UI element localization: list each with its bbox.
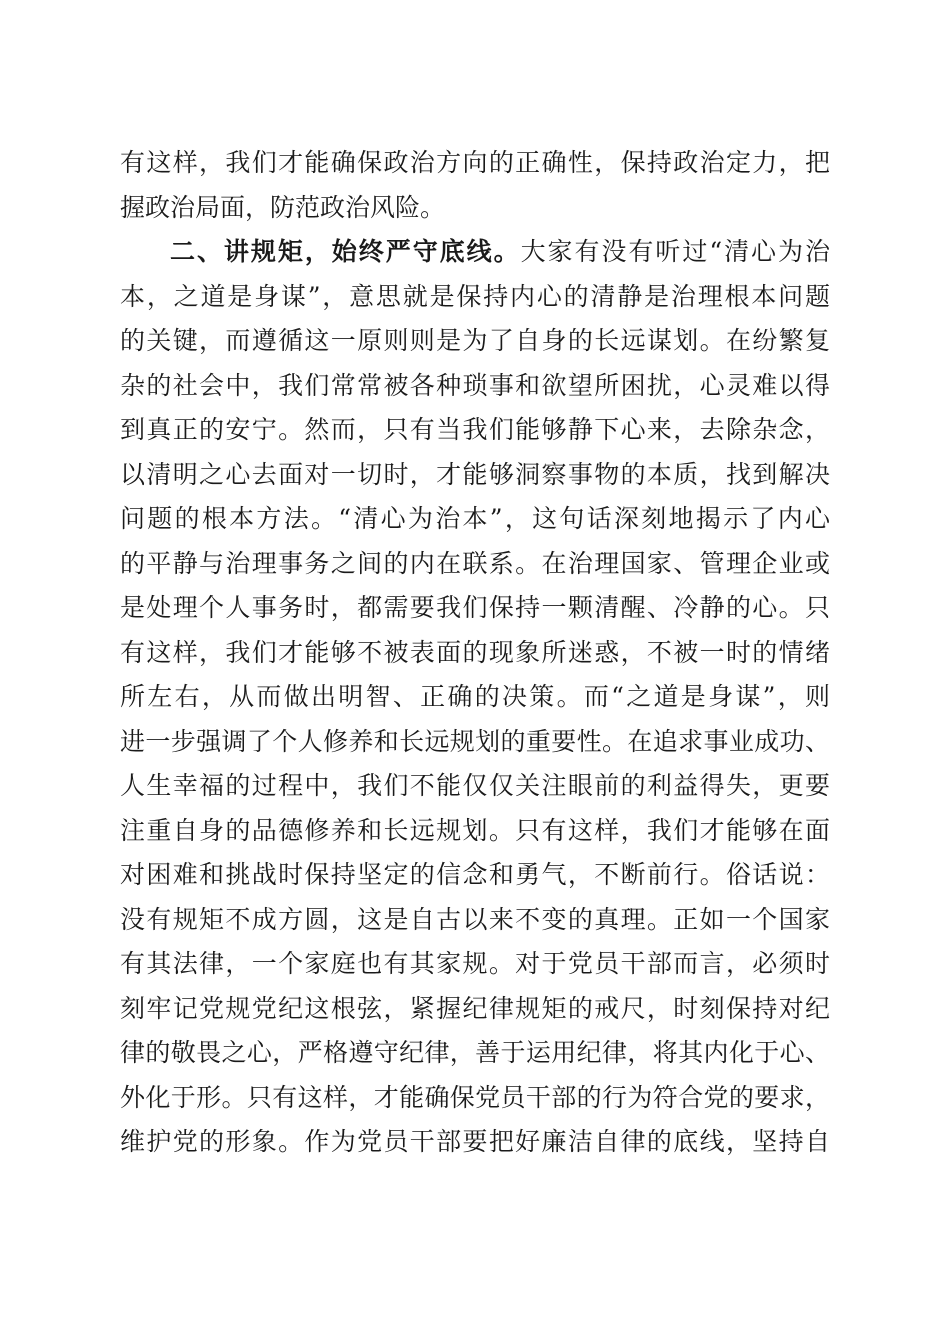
text-line: 以清明之心去面对一切时，才能够洞察事物的本质，找到解决 <box>120 459 830 489</box>
text-line: 的平静与治理事务之间的内在联系。在治理国家、管理企业或 <box>120 548 830 578</box>
text-line: 握政治局面，防范政治风险。 <box>120 192 446 222</box>
text-line: 注重自身的品德修养和长远规划。只有这样，我们才能够在面 <box>120 815 830 845</box>
text-line: 有其法律，一个家庭也有其家规。对于党员干部而言，必须时 <box>120 949 830 978</box>
text-line: 的关键，而遵循这一原则则是为了自身的长远谋划。在纷繁复 <box>120 326 830 355</box>
text-line: 刻牢记党规党纪这根弦，紧握纪律规矩的戒尺，时刻保持对纪 <box>120 993 830 1023</box>
text-line: 本，之道是身谋”，意思就是保持内心的清静是治理根本问题 <box>120 281 830 311</box>
text-line: 没有规矩不成方圆，这是自古以来不变的真理。正如一个国家 <box>120 904 830 934</box>
text-line: 杂的社会中，我们常常被各种琐事和欲望所困扰，心灵难以得 <box>120 370 830 400</box>
text-line: 维护党的形象。作为党员干部要把好廉洁自律的底线，坚持自 <box>120 1127 830 1156</box>
section-heading: 二、讲规矩，始终严守底线。 <box>170 237 521 266</box>
text-line: 所左右，从而做出明智、正确的决策。而“之道是身谋”，则 <box>120 682 830 711</box>
text-line: 人生幸福的过程中，我们不能仅仅关注眼前的利益得失，更要 <box>120 771 830 800</box>
text-line: 到真正的安宁。然而，只有当我们能够静下心来，去除杂念， <box>120 415 830 444</box>
text-line: 外化于形。只有这样，才能确保党员干部的行为符合党的要求， <box>120 1082 830 1112</box>
text-line: 有这样，我们才能确保政治方向的正确性，保持政治定力，把 <box>120 148 830 177</box>
text-line: 律的敬畏之心，严格遵守纪律，善于运用纪律，将其内化于心、 <box>120 1038 830 1067</box>
text-line: 问题的根本方法。“清心为治本”，这句话深刻地揭示了内心 <box>120 504 830 533</box>
text-line: 是处理个人事务时，都需要我们保持一颗清醒、冷静的心。只 <box>120 593 830 622</box>
text-line: 进一步强调了个人修养和长远规划的重要性。在追求事业成功、 <box>120 726 830 756</box>
body-text <box>120 141 830 1165</box>
text-segment: 大家有没有听过“清心为治 <box>520 237 830 266</box>
text-line: 有这样，我们才能够不被表面的现象所迷惑，不被一时的情绪 <box>120 637 830 667</box>
section-heading-line <box>120 230 830 275</box>
text-line: 对困难和挑战时保持坚定的信念和勇气，不断前行。俗话说： <box>120 860 830 889</box>
